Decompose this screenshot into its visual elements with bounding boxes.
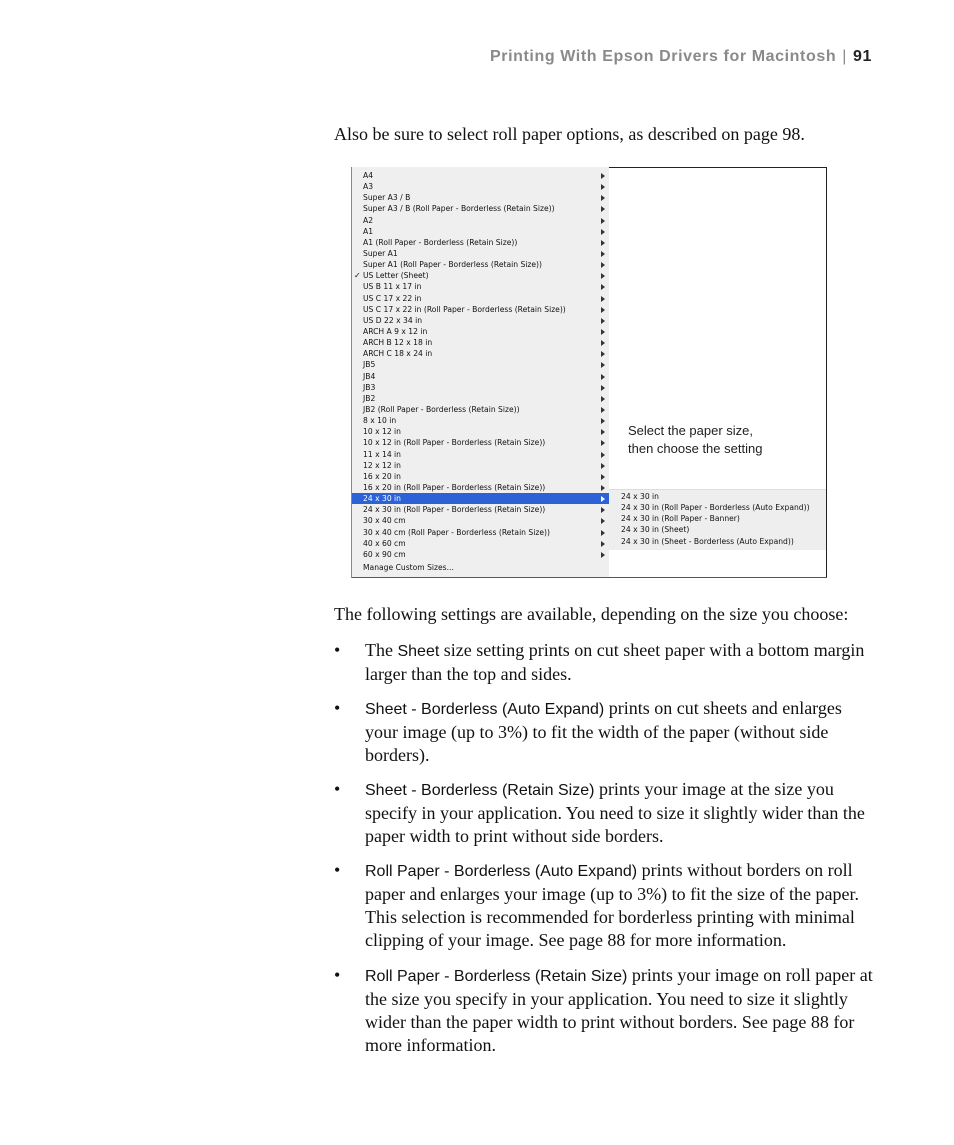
menu-item[interactable]: JB5 [352,359,609,370]
setting-term: Roll Paper - Borderless (Auto Expand) [365,863,638,880]
submenu-arrow-icon [601,284,605,290]
menu-item[interactable]: JB3 [352,382,609,393]
menu-item[interactable]: JB2 [352,393,609,404]
bullet-text: Roll Paper - Borderless (Auto Expand) prints without borders on roll paper and enlarges your image (up to 3%) to fit the size of the paper. This selection is recommended for borderless printing with minimal clipping of your image. See page 88 for more information. [365,860,859,950]
menu-item[interactable]: 11 x 14 in [352,449,609,460]
submenu-arrow-icon [601,351,605,357]
menu-item[interactable]: ARCH C 18 x 24 in [352,348,609,359]
submenu-item[interactable]: 24 x 30 in [621,492,659,501]
menu-item[interactable]: ARCH B 12 x 18 in [352,337,609,348]
submenu-arrow-icon [601,374,605,380]
frame-border [826,167,827,578]
submenu-arrow-icon [601,485,605,491]
submenu-arrow-icon [601,518,605,524]
menu-item[interactable]: A1 (Roll Paper - Borderless (Retain Size)) [352,237,609,248]
submenu-arrow-icon [601,507,605,513]
submenu-arrow-icon [601,173,605,179]
running-header [490,48,872,66]
intro-paragraph: Also be sure to select roll paper options, as described on page 98. [334,124,805,144]
submenu-arrow-icon [601,407,605,413]
submenu-arrow-icon [601,229,605,235]
menu-item[interactable]: US C 17 x 22 in [352,293,609,304]
submenu-arrow-icon [601,541,605,547]
callout-text [628,422,762,458]
submenu-arrow-icon [601,262,605,268]
paper-size-list [352,170,609,560]
bullet-icon: • [334,640,341,660]
menu-item[interactable]: 16 x 20 in [352,471,609,482]
page-number: 91 [853,48,872,65]
submenu-arrow-icon [601,340,605,346]
menu-item[interactable]: Super A1 [352,248,609,259]
menu-item[interactable]: 12 x 12 in [352,460,609,471]
header-separator: | [842,48,847,65]
submenu-arrow-icon [601,195,605,201]
menu-item[interactable]: 60 x 90 cm [352,549,609,560]
checkmark-icon: ✓ [354,271,361,281]
paper-setting-submenu [609,489,826,550]
submenu-arrow-icon [601,418,605,424]
menu-item[interactable]: 8 x 10 in [352,415,609,426]
menu-item[interactable]: JB4 [352,371,609,382]
submenu-arrow-icon [601,307,605,313]
submenu-item[interactable]: 24 x 30 in (Roll Paper - Borderless (Auto Expand)) [621,503,810,513]
menu-item[interactable]: US B 11 x 17 in [352,281,609,292]
submenu-arrow-icon [601,396,605,402]
menu-item[interactable]: 24 x 30 in (Roll Paper - Borderless (Retain Size)) [352,504,609,515]
submenu-arrow-icon [601,318,605,324]
frame-border [609,167,827,168]
header-title: Printing With Epson Drivers for Macintosh [489,48,837,65]
submenu-arrow-icon [601,552,605,558]
submenu-arrow-icon [601,463,605,469]
menu-item[interactable]: US C 17 x 22 in (Roll Paper - Borderless (Retain Size)) [352,304,609,315]
submenu-arrow-icon [601,329,605,335]
bullet-icon: • [334,860,341,880]
submenu-arrow-icon [601,206,605,212]
menu-item[interactable]: Super A3 / B [352,192,609,203]
submenu-arrow-icon [601,452,605,458]
bullet-text: Sheet - Borderless (Retain Size) prints your image at the size you specify in your application. You need to size it slightly wider than the paper width to print without side borders. [365,779,865,846]
submenu-arrow-icon [601,251,605,257]
bullet-text: The Sheet size setting prints on cut sheet paper with a bottom margin larger than the top and sides. [365,640,865,684]
menu-item[interactable]: A3 [352,181,609,192]
menu-item[interactable]: 30 x 40 cm (Roll Paper - Borderless (Retain Size)) [352,527,609,538]
submenu-arrow-icon [601,296,605,302]
setting-term: Roll Paper - Borderless (Retain Size) [365,968,628,985]
settings-intro: The following settings are available, depending on the size you choose: [334,604,849,624]
bullet-icon: • [334,779,341,799]
submenu-arrow-icon [601,385,605,391]
menu-item[interactable]: ARCH A 9 x 12 in [352,326,609,337]
menu-item[interactable]: A2 [352,215,609,226]
submenu-arrow-icon [601,273,605,279]
submenu-arrow-icon [601,184,605,190]
menu-item[interactable]: 16 x 20 in (Roll Paper - Borderless (Retain Size)) [352,482,609,493]
bullet-icon: • [334,698,341,718]
menu-item[interactable]: 10 x 12 in [352,426,609,437]
menu-item[interactable]: Super A1 (Roll Paper - Borderless (Retain Size)) [352,259,609,270]
submenu-arrow-icon [601,530,605,536]
submenu-arrow-icon [601,240,605,246]
frame-border [351,577,827,578]
bullet-text: Sheet - Borderless (Auto Expand) prints on cut sheets and enlarges your image (up to 3%) to fit the width of the paper (without side borders). [365,698,842,765]
frame-border [351,167,352,578]
bullet-icon: • [334,965,341,985]
menu-item[interactable]: Super A3 / B (Roll Paper - Borderless (Retain Size)) [352,203,609,214]
menu-item[interactable]: 10 x 12 in (Roll Paper - Borderless (Retain Size)) [352,437,609,448]
submenu-item[interactable]: 24 x 30 in (Sheet - Borderless (Auto Expand)) [621,536,794,546]
setting-term: Sheet - Borderless (Retain Size) [365,782,595,799]
submenu-arrow-icon [601,218,605,224]
submenu-item[interactable]: 24 x 30 in (Roll Paper - Banner) [621,514,740,524]
paper-setting-list [609,491,826,547]
paper-size-screenshot [351,167,827,578]
setting-term: Sheet [397,643,440,660]
bullet-text: Roll Paper - Borderless (Retain Size) prints your image on roll paper at the size you specify in your application. You need to size it slightly wider than the paper width to print without borders. See page 88 for more information. [365,965,873,1055]
callout-line: Select the paper size, [628,423,754,438]
menu-item[interactable]: US D 22 x 34 in [352,315,609,326]
menu-item[interactable]: 30 x 40 cm [352,515,609,526]
submenu-arrow-icon [601,362,605,368]
submenu-item[interactable]: 24 x 30 in (Sheet) [621,525,690,535]
setting-term: Sheet - Borderless (Auto Expand) [365,701,605,718]
paper-size-menu [352,167,609,577]
manage-custom-sizes-item[interactable]: Manage Custom Sizes... [363,563,454,572]
menu-item-selected[interactable]: 24 x 30 in [352,493,609,504]
submenu-arrow-icon [601,496,605,502]
callout-line: then choose the setting [628,441,763,456]
menu-item[interactable]: JB2 (Roll Paper - Borderless (Retain Size)) [352,404,609,415]
submenu-arrow-icon [601,440,605,446]
menu-item[interactable]: A4 [352,170,609,181]
submenu-arrow-icon [601,474,605,480]
menu-item-checked[interactable]: ✓ US Letter (Sheet) [352,270,609,281]
submenu-arrow-icon [601,429,605,435]
menu-item[interactable]: A1 [352,226,609,237]
menu-item[interactable]: 40 x 60 cm [352,538,609,549]
